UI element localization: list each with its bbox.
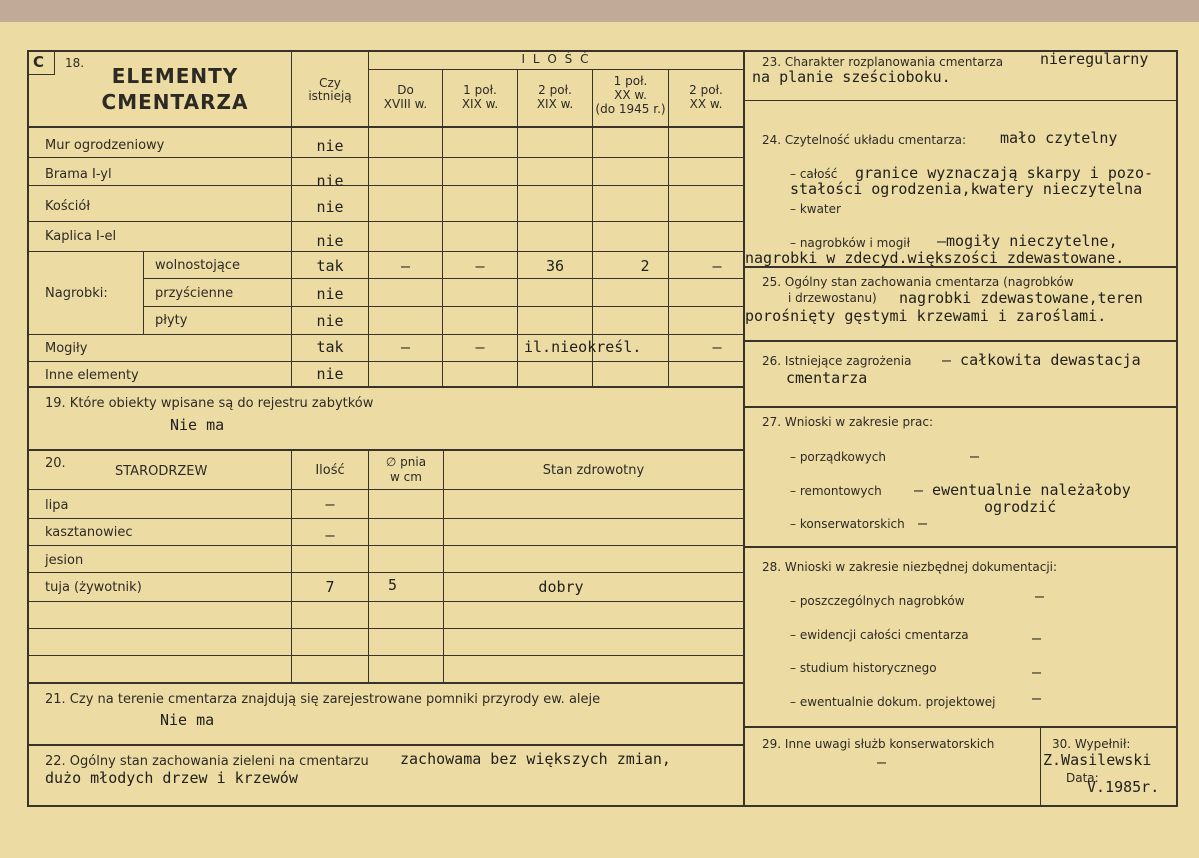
tree-diameter-header-line1: ∅ pnia (385, 455, 427, 469)
row-exists-church: nie (316, 198, 344, 216)
cemetery-record-card (0, 22, 1199, 858)
tree-name-chestnut: kasztanowiec (45, 525, 133, 540)
section-24-tombs-label: – nagrobków i mogił (790, 236, 911, 250)
section-27-repair-label: – remontowych (790, 484, 882, 498)
section-27-repair-answer-line2: ogrodzić (984, 498, 1057, 516)
tree-name-linden: lipa (45, 498, 69, 513)
row-exists-slabs: nie (316, 312, 344, 330)
section-23-answer-line1: nieregularny (1040, 50, 1149, 68)
row-label-slabs: płyty (155, 313, 188, 328)
section-30-name: Z.Wasilewski (1043, 751, 1152, 769)
section-25-answer-line2: porośnięty gęstymi krzewami i zaroślami. (745, 307, 1107, 325)
row-label-church: Kościół (45, 199, 91, 214)
section-28-item-4-answer: – (1032, 689, 1042, 707)
graves-period-1: – (400, 338, 411, 356)
section-30-question: 30. Wypełnił: (1052, 737, 1131, 751)
tree-count-header: Ilość (315, 463, 345, 478)
row-label-other: Inne elementy (45, 368, 139, 383)
row-label-graves: Mogiły (45, 341, 88, 356)
tree-count-chestnut: – (325, 526, 335, 544)
row-exists-other: nie (316, 365, 344, 383)
section-26-answer-line2: cmentarza (786, 369, 868, 387)
period-header-4-line1: 1 poł. (613, 74, 648, 88)
row-label-freestanding: wolnostojące (155, 258, 240, 273)
period-header-1-line1: Do (397, 83, 414, 97)
section-29-question: 29. Inne uwagi służb konserwatorskich (762, 737, 995, 751)
period-header-3-line2: XIX w. (536, 97, 574, 111)
tree-name-thuja: tuja (żywotnik) (45, 580, 142, 595)
section-18-title-line1: ELEMENTY (111, 64, 239, 88)
row-label-chapel: Kaplica I-el (45, 229, 117, 244)
row-exists-gate: nie (316, 172, 344, 190)
freestanding-period-3: 36 (545, 257, 565, 275)
section-25-question-line2: i drzewostanu) (788, 291, 877, 305)
section-23-question: 23. Charakter rozplanowania cmentarza (762, 55, 1004, 69)
row-label-wall-mounted: przyścienne (155, 286, 234, 301)
section-27-question: 27. Wnioski w zakresie prac: (762, 415, 934, 429)
section-27-cleanup-answer: – (970, 447, 980, 465)
section-24-tombs-answer-line1: –mogiły nieczytelne, (937, 232, 1118, 250)
section-22-question: 22. Ogólny stan zachowania zieleni na cmentarzu (45, 754, 369, 769)
tree-health-header: Stan zdrowotny (542, 463, 645, 478)
corner-letter: C (33, 53, 45, 71)
section-22-answer-line1: zachowama bez większych zmian, (400, 750, 671, 768)
section-30-date: V.1985r. (1087, 778, 1160, 796)
section-28-item-2-label: – ewidencji całości cmentarza (790, 628, 969, 642)
section-28-item-4-label: – ewentualnie dokum. projektowej (790, 695, 996, 709)
section-18-number: 18. (65, 56, 85, 70)
exists-header-line1: Czy (319, 76, 341, 90)
row-exists-freestanding: tak (316, 257, 344, 275)
period-header-2-line2: XIX w. (461, 97, 499, 111)
section-28-question: 28. Wnioski w zakresie niezbędnej dokumentacji: (762, 560, 1058, 574)
section-24-quarters-label: – kwater (790, 202, 841, 216)
freestanding-period-4: 2 (640, 257, 650, 275)
section-26-question: 26. Istniejące zagrożenia (762, 354, 912, 368)
tree-diameter-thuja: 5 (388, 576, 398, 594)
section-24-whole-answer-line1: granice wyznaczają skarpy i pozo- (855, 164, 1154, 182)
period-header-4-line2: XX w. (614, 88, 647, 102)
section-20-number: 20. (45, 456, 66, 471)
amount-header: I L O Ś Ć (521, 52, 591, 66)
graves-period-3: il.nieokreśl. (524, 338, 642, 356)
section-27-repair-answer-line1: – ewentualnie należałoby (914, 481, 1131, 499)
section-25-question-line1: 25. Ogólny stan zachowania cmentarza (nagrobków (762, 275, 1074, 289)
section-28-item-2-answer: – (1032, 629, 1042, 647)
section-23-answer-line2: na planie sześcioboku. (752, 68, 951, 86)
section-28-item-1-answer: – (1035, 587, 1045, 605)
section-26-answer-line1: – całkowita dewastacja (942, 351, 1141, 369)
tree-count-linden: – (325, 495, 335, 513)
section-29-answer: – (877, 753, 887, 771)
row-label-gate: Brama I-yl (45, 167, 112, 182)
period-header-1-line2: XVIII w. (383, 97, 428, 111)
freestanding-period-1: – (400, 257, 411, 275)
exists-header-line2: istnieją (308, 89, 352, 103)
tree-diameter-header-line2: w cm (390, 470, 422, 484)
section-24-tombs-answer-line2: nagrobki w zdecyd.większości zdewastowane. (745, 249, 1125, 267)
period-header-3-line1: 2 poł. (538, 83, 572, 97)
row-label-tombstones: Nagrobki: (45, 286, 108, 301)
section-21-question: 21. Czy na terenie cmentarza znajdują się zarejestrowane pomniki przyrody ew. aleje (45, 692, 601, 707)
section-24-answer: mało czytelny (1000, 129, 1118, 147)
section-18-title-line2: CMENTARZA (101, 90, 249, 114)
section-27-conservation-label: – konserwatorskich (790, 517, 905, 531)
section-28-item-1-label: – poszczególnych nagrobków (790, 594, 965, 608)
section-28-item-3-answer: – (1032, 663, 1042, 681)
section-20-title: STARODRZEW (115, 464, 208, 479)
freestanding-period-2: – (475, 257, 485, 275)
section-24-whole-label: – całość (790, 167, 838, 181)
period-header-5-line1: 2 poł. (689, 83, 723, 97)
section-21-answer: Nie ma (160, 711, 215, 729)
row-exists-wall: nie (316, 137, 344, 155)
section-25-answer-line1: nagrobki zdewastowane,teren (899, 289, 1143, 307)
section-22-answer-line2: dużo młodych drzew i krzewów (45, 769, 298, 787)
row-exists-chapel: nie (316, 232, 344, 250)
tree-name-ash: jesion (45, 553, 84, 568)
period-header-4-line3: (do 1945 r.) (595, 102, 666, 116)
section-24-whole-answer-line2: stałości ogrodzenia,kwatery nieczytelna (790, 180, 1143, 198)
tree-count-thuja: 7 (325, 578, 335, 596)
period-header-5-line2: XX w. (689, 97, 723, 111)
section-28-item-3-label: – studium historycznego (790, 661, 937, 675)
section-30-date-label: Data: (1066, 771, 1099, 785)
freestanding-period-5: – (712, 257, 722, 275)
graves-period-5: – (712, 338, 722, 356)
section-27-conservation-answer: – (918, 514, 928, 532)
tree-health-thuja: dobry (538, 578, 584, 596)
folder-edge (0, 0, 1199, 22)
section-19-question: 19. Które obiekty wpisane są do rejestru zabytków (45, 396, 374, 411)
row-exists-wall-mounted: nie (316, 285, 344, 303)
section-24-question: 24. Czytelność układu cmentarza: (762, 133, 967, 147)
graves-period-2: – (475, 338, 485, 356)
section-19-answer: Nie ma (170, 416, 225, 434)
period-header-2-line1: 1 poł. (463, 83, 497, 97)
row-exists-graves: tak (316, 338, 344, 356)
section-27-cleanup-label: – porządkowych (790, 450, 886, 464)
row-label-wall: Mur ogrodzeniowy (45, 138, 165, 153)
